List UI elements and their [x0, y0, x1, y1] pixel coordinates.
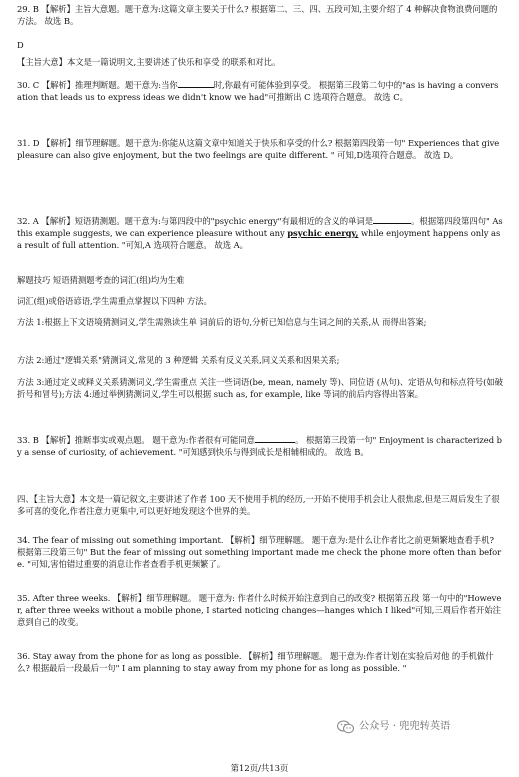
answer-32-lead: 32. A 【解析】短语猜测题。题干意为:与第四段中的"psychic energy"有最相近的含义的单词是	[17, 216, 374, 226]
watermark	[337, 718, 507, 736]
answer-29: 29. B 【解析】主旨大意题。题干意为:这篇文章主要关于什么? 根据第二、三、四、五段可知,主要介绍了 4 种解决食物浪费问题的方法。 故选 B。	[17, 4, 498, 27]
tip-method-1: 方法 1:根据上下文语境猜测词义,学生需熟读生单 词前后的语句,分析已知信息与生词之间的关系,从 而得出答案;	[17, 317, 427, 327]
answer-30-lead: 30. C 【解析】推理判断题。题干意为:当你	[17, 80, 178, 90]
fill-blank	[373, 214, 411, 224]
section-letter: D	[17, 40, 24, 50]
answer-32-rest: while enjoyment happens only as a result of full attention. "可知,A 选项符合题意。 故选 A。	[17, 228, 501, 251]
wechat-icon	[337, 720, 354, 734]
underlined-phrase: psychic energy,	[287, 228, 359, 239]
answer-33-lead: 33. B 【解析】推断事实或观点题。 题干意为:作者很有可能同意	[17, 435, 256, 445]
watermark-text: 公众号 · 兜兜转英语	[359, 720, 451, 732]
answer-33-rest: 。 根据第三段第一句" Enjoyment is characterized by a sense of curiosity, of achievement. "可知感到快乐与得到成长是相辅相成的。 故选 B。	[17, 435, 502, 458]
tip-intro: 词汇(组)或俗语谚语,学生需重点掌握以下四种 方法。	[17, 296, 212, 306]
answer-30-rest: 时,你最有可能体验到享受。 根据第三段第二句中的"as is having a conversation that leads us to express ideas we didn't know we had"可推断出 C 选项符合题意。 故选 C。	[17, 80, 499, 103]
section-summary: 【主旨大意】本文是一篇说明文,主要讲述了快乐和享受 的联系和对比。	[17, 57, 281, 67]
section-four-summary: 四、【主旨大意】本文是一篇记叙文,主要讲述了作者 100 天不使用手机的经历,一开始不使用手机会让人很焦虑,但是三周后发生了很多可喜的变化,作者注意力更集中,可以更好地发现这个世界的美。	[17, 494, 500, 517]
answer-33	[17, 433, 503, 458]
tip-title: 解题技巧 短语猜测题考查的词汇(组)均为生难	[17, 275, 185, 285]
fill-blank	[178, 78, 214, 88]
answer-30	[17, 78, 503, 103]
fill-blank	[255, 433, 295, 443]
answer-34: 34. The fear of missing out something important. 【解析】细节理解题。 题干意为:是什么让作者比之前更频繁地查看手机? 根据第三段第三句" But the fear of missing out something important made me check the phone more often than before. "可知,害怕错过重要的消息让作者查看手机更频繁了。	[17, 535, 502, 570]
answer-32	[17, 214, 503, 252]
answer-35: 35. After three weeks. 【解析】细节理解题。 题干意为: 作者什么时候开始注意到自己的改变? 根据第五段 第一句中的"However, after three weeks without a mobile phone, I started noticing changes—hanges which I liked"可知,三周后作者开始注意到自己的改变。	[17, 593, 502, 628]
answer-36: 36. Stay away from the phone for as long as possible. 【解析】细节理解题。 题干意为:作者计划在实验后对他 的手机做什么? 根据最后一段最后一句" I am planning to stay away from my phone for as long as possible. "	[17, 651, 494, 674]
page-number: 第12页/共13页	[230, 763, 289, 773]
answer-32-mid: 。根据第四段第四句" As this example suggests, we can experience pleasure without any	[17, 216, 503, 239]
tip-method-2: 方法 2:通过"逻辑关系"猜测词义,常见的 3 种逻辑 关系有反义关系,同义关系和因果关系;	[17, 355, 340, 365]
tip-method-3-4: 方法 3:通过定义或释义关系猜测词义,学生需重点 关注一些词语(be, mean, namely 等)、同位语 (从句)、定语从句和标点符号(如破折号和冒号);方法 4:通过举例猜测词义,学生可以根据 such as, for example, like 等词的前后内容得出答案。	[17, 377, 503, 400]
answer-31: 31. D 【解析】细节理解题。题干意为:你能从这篇文章中知道关于快乐和享受的什么? 根据第四段第一句" Experiences that give pleasure can also give enjoyment, but the two feelings are quite different. " 可知,D选项符合题意。 故选 D。	[17, 138, 500, 161]
